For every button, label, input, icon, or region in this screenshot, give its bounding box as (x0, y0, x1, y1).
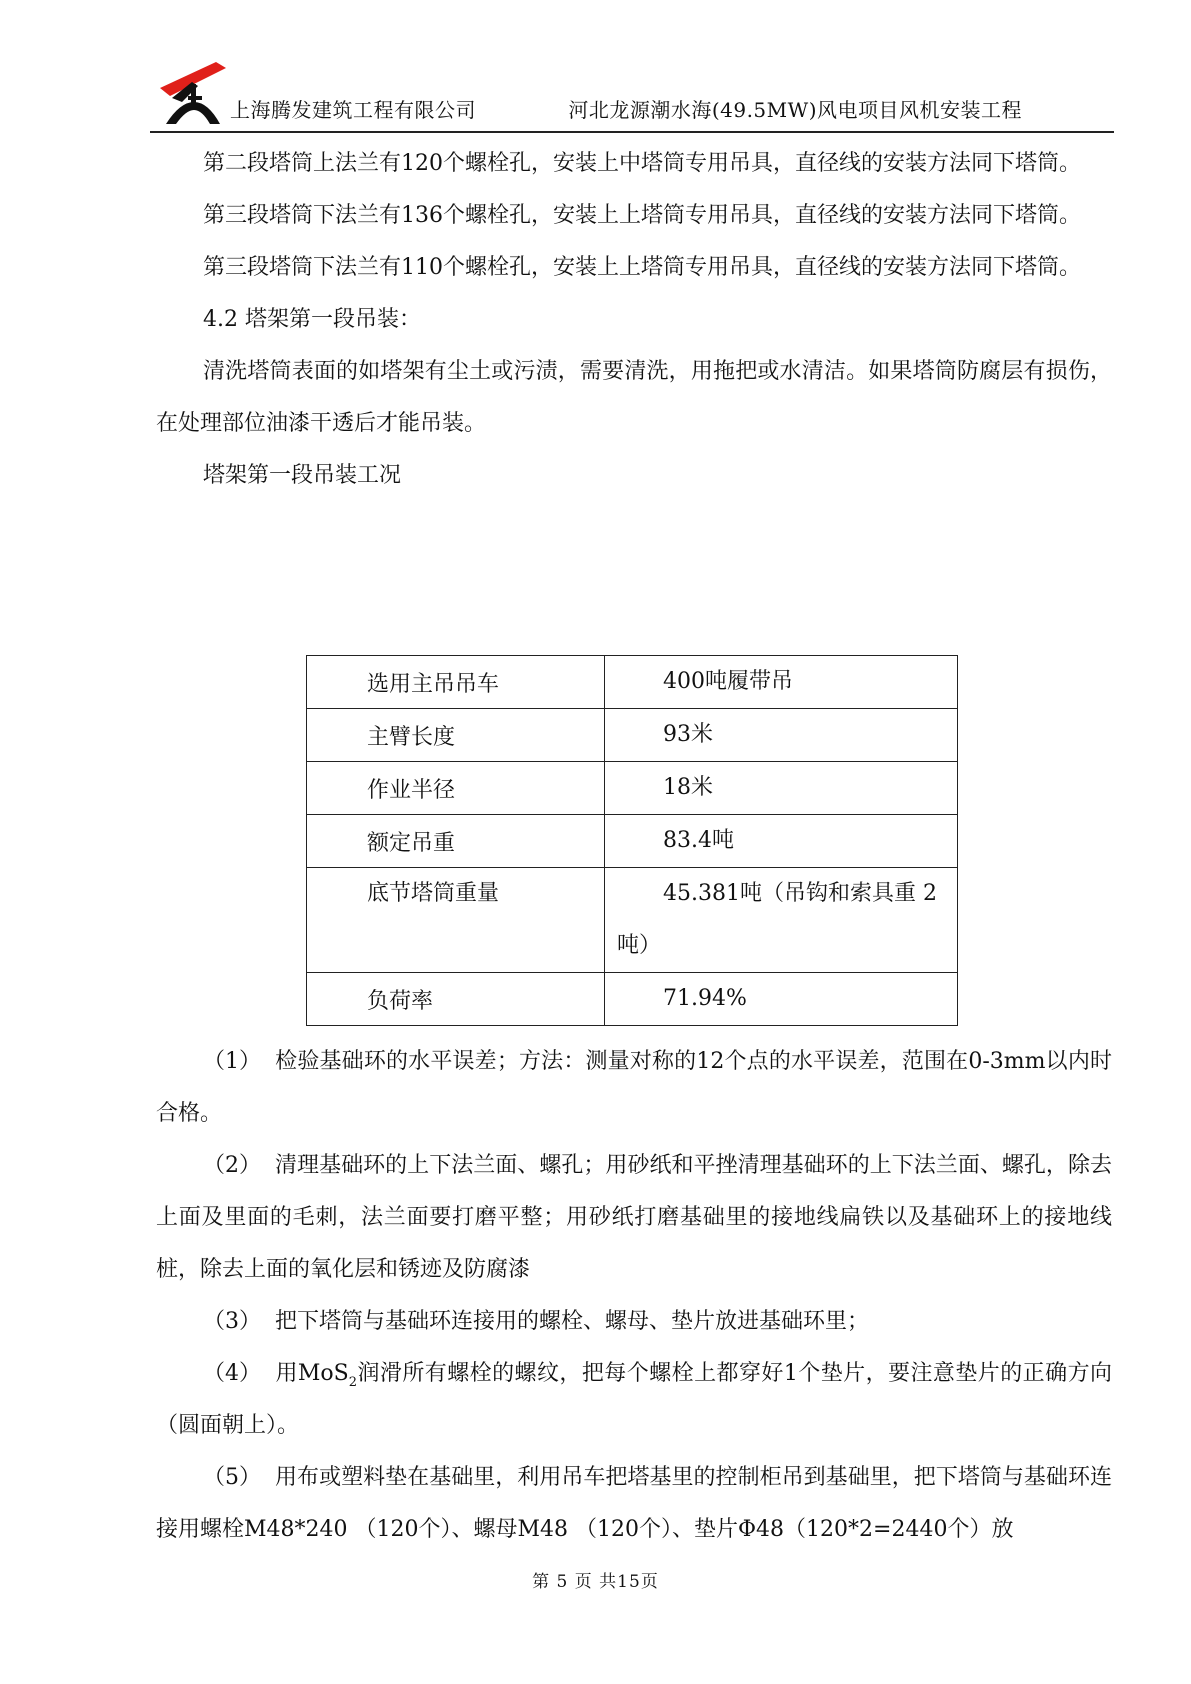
page-header (150, 62, 1114, 132)
table-key: 负荷率 (307, 973, 605, 1026)
paragraph: 第三段塔筒下法兰有110个螺栓孔，安装上上塔筒专用吊具，直径线的安装方法同下塔筒。 (203, 255, 1081, 280)
paragraph: 第三段塔筒下法兰有136个螺栓孔，安装上上塔筒专用吊具，直径线的安装方法同下塔筒。 (203, 203, 1081, 228)
table-value: 45.381吨（吊钩和索具重 2 吨） (605, 868, 958, 973)
list-item: （5） 用布或塑料垫在基础里，利用吊车把塔基里的控制柜吊到基础里，把下塔筒与基础环连接用螺栓M48*240 （120个）、螺母M48 （120个）、垫片Φ48（120*2=2440个）放 (156, 1465, 1112, 1542)
table-caption: 塔架第一段吊装工况 (203, 463, 402, 488)
table-key: 选用主吊吊车 (307, 656, 605, 709)
document-body (156, 138, 1112, 502)
company-name: 上海腾发建筑工程有限公司 (230, 98, 476, 122)
paragraph: 第二段塔筒上法兰有120个螺栓孔，安装上中塔筒专用吊具，直径线的安装方法同下塔筒。 (203, 151, 1081, 176)
project-name: 河北龙源潮水海(49.5MW)风电项目风机安装工程 (568, 98, 1022, 122)
list-item: （3） 把下塔筒与基础环连接用的螺栓、螺母、垫片放进基础环里； (203, 1309, 870, 1334)
header-divider (150, 131, 1114, 133)
lifting-spec-table (306, 655, 958, 1026)
table-value: 18米 (605, 762, 958, 815)
list-item: （4） 用MoS$_2$润滑所有螺栓的螺纹，把每个螺栓上都穿好1个垫片，要注意垫片的正确方向（圆面朝上）。 (156, 1361, 1113, 1438)
table-row (307, 656, 958, 709)
table-value: 83.4吨 (605, 815, 958, 868)
table-key: 作业半径 (307, 762, 605, 815)
table-row (307, 973, 958, 1026)
table-row (307, 868, 958, 973)
table-key: 额定吊重 (307, 815, 605, 868)
table-value: 400吨履带吊 (605, 656, 958, 709)
table-row (307, 815, 958, 868)
table-row (307, 762, 958, 815)
procedure-list (156, 1036, 1112, 1556)
paragraph: 清洗塔筒表面的如塔架有尘土或污渍，需要清洗，用拖把或水清洁。如果塔筒防腐层有损伤，在处理部位油漆干透后才能吊装。 (156, 359, 1112, 436)
table-key: 底节塔筒重量 (307, 868, 605, 973)
list-item: （1） 检验基础环的水平误差；方法：测量对称的12个点的水平误差，范围在0-3mm以内时合格。 (156, 1049, 1112, 1126)
company-logo-icon (158, 62, 230, 126)
page-footer: 第 5 页 共15页 (532, 1572, 659, 1592)
table-key: 主臂长度 (307, 709, 605, 762)
table-row (307, 709, 958, 762)
section-heading: 4.2 塔架第一段吊装： (203, 307, 421, 332)
table-value: 71.94% (605, 973, 958, 1026)
table-value: 93米 (605, 709, 958, 762)
list-item: （2） 清理基础环的上下法兰面、螺孔；用砂纸和平挫清理基础环的上下法兰面、螺孔，除去上面及里面的毛刺，法兰面要打磨平整；用砂纸打磨基础里的接地线扁铁以及基础环上的接地线桩，除去上面的氧化层和锈迹及防腐漆 (156, 1153, 1112, 1282)
